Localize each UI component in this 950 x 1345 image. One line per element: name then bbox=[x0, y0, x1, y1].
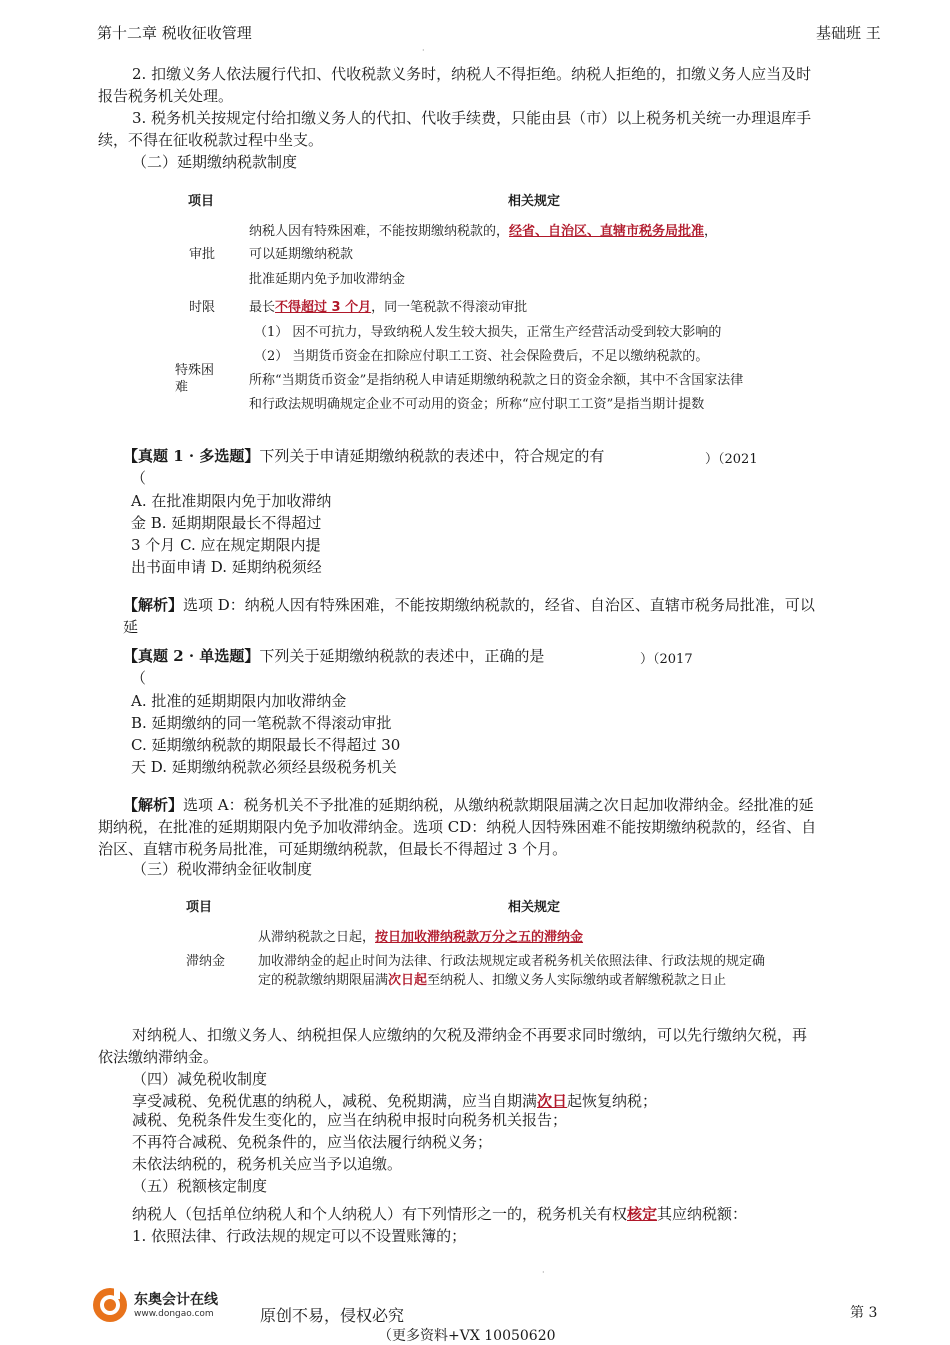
paragraph-3: 3. 税务机关按规定付给扣缴义务人的代扣、代收手续费，只能由县（市）以上税务机关统一办理退库手 bbox=[132, 109, 812, 127]
table2-col-rule: 相关规定 bbox=[508, 900, 561, 915]
approval-highlight: 经省、自治区、直辖市税务局批准 bbox=[509, 224, 705, 239]
question-2-paren: （ bbox=[131, 669, 147, 687]
question-2-option-c: C. 延期缴纳税款的期限最长不得超过 30 bbox=[131, 736, 401, 754]
table2-row-text-1: 加收滞纳金的起止时间为法律、行政法规规定或者税务机关依照法律、行政法规的规定确 bbox=[258, 954, 766, 969]
section-4-line-3: 不再符合减税、免税条件的，应当依法履行纳税义务； bbox=[132, 1133, 493, 1151]
logo-url: www.dongao.com bbox=[134, 1309, 214, 1319]
approval-text-2: ， bbox=[704, 224, 718, 239]
table1-row-approval-text bbox=[249, 220, 717, 239]
s4-line-1b: 起恢复纳税； bbox=[567, 1092, 658, 1110]
analysis-1-text: 选项 D：纳税人因有特殊困难，不能按期缴纳税款的，经省、自治区、直辖市税务局批准，可以 bbox=[183, 596, 815, 614]
question-1-option-d: 出书面申请 D. 延期纳税须经 bbox=[131, 558, 322, 576]
time-text-2: ，同一笔税款不得滚动审批 bbox=[371, 300, 528, 315]
table1-col-rule: 相关规定 bbox=[508, 194, 561, 209]
section-3-title: （三）税收滞纳金征收制度 bbox=[132, 860, 313, 878]
section-4-line-4: 未依法纳税的，税务机关应当予以追缴。 bbox=[132, 1155, 403, 1173]
question-2-tail: ）（2017 bbox=[640, 652, 693, 667]
paragraph-3-cont: 续，不得在征收税款过程中坐支。 bbox=[98, 131, 324, 149]
table2-text-2-highlight: 次日起 bbox=[388, 973, 428, 988]
footer-extra: （更多资料+VX 10050620 bbox=[378, 1328, 556, 1344]
table1-row-special-label-1: 特殊困 bbox=[175, 363, 215, 378]
section-2-title: （二）延期缴纳税款制度 bbox=[132, 153, 298, 171]
table2-text-2b: 至纳税人、扣缴义务人实际缴纳或者解缴税款之日止 bbox=[427, 973, 727, 988]
question-1-tail: ）（2021 bbox=[705, 452, 758, 467]
time-text-1: 最长 bbox=[249, 300, 276, 315]
section-5-line-1 bbox=[132, 1203, 747, 1225]
table2-row-cut bbox=[258, 926, 584, 945]
question-2-option-b: B. 延期缴纳的同一笔税款不得滚动审批 bbox=[131, 714, 392, 732]
dot-mark-2: · bbox=[542, 1268, 545, 1277]
table1-special-item-1: （1） 因不可抗力，导致纳税人发生较大损失，正常生产经营活动受到较大影响的 bbox=[254, 325, 722, 340]
question-1-analysis bbox=[123, 594, 815, 616]
question-1-paren: （ bbox=[131, 469, 147, 487]
paragraph-late-payment-cont: 依法缴纳滞纳金。 bbox=[98, 1048, 219, 1066]
footer-slogan: 原创不易，侵权必究 bbox=[260, 1306, 405, 1325]
table1-row-special-label-2: 难 bbox=[175, 380, 189, 395]
paragraph-2: 2. 扣缴义务人依法履行代扣、代收税款义务时，纳税人不得拒绝。纳税人拒绝的，扣缴义务人应当及时 bbox=[132, 65, 812, 83]
table1-approval-line3: 批准延期内免予加收滞纳金 bbox=[249, 272, 406, 287]
s4-line-1-highlight: 次日 bbox=[537, 1092, 568, 1110]
question-2-analysis-3: 治区、直辖市税务局批准，可延期缴纳税款，但最长不得超过 3 个月。 bbox=[98, 840, 568, 858]
question-2-option-d: 天 D. 延期缴纳税款必须经县级税务机关 bbox=[131, 758, 397, 776]
table2-row-label: 滞纳金 bbox=[186, 954, 226, 969]
class-header: 基础班 王 bbox=[816, 24, 881, 42]
s4-line-1a: 享受减税、免税优惠的纳税人，减税、免税期满，应当自期满 bbox=[132, 1092, 538, 1110]
table1-col-item: 项目 bbox=[188, 194, 215, 209]
page-number: 第 3 bbox=[850, 1305, 878, 1321]
table1-special-note-2: 和行政法规明确规定企业不可动用的资金；所称“应付职工工资”是指当期计提数 bbox=[249, 397, 705, 412]
question-1-title bbox=[123, 445, 604, 467]
question-2-analysis-2: 期纳税，在批准的延期期限内免予加收滞纳金。选项 CD：纳税人因特殊困难不能按期缴纳税款的，经省、自 bbox=[98, 818, 817, 836]
table1-row-time-text bbox=[249, 296, 528, 315]
question-2-stem: 下列关于延期缴纳税款的表述中，正确的是 bbox=[259, 647, 545, 665]
paragraph-2-cont: 报告税务机关处理。 bbox=[98, 87, 234, 105]
time-highlight: 不得超过 3 个月 bbox=[275, 300, 372, 315]
s5-line-1b: 其应纳税额： bbox=[657, 1205, 748, 1223]
table2-text-2a: 定的税款缴纳期限届满 bbox=[258, 973, 389, 988]
table1-approval-line2: 可以延期缴纳税款 bbox=[249, 247, 354, 262]
logo-name: 东奥会计在线 bbox=[134, 1292, 218, 1308]
question-1-analysis-cut: 延 bbox=[123, 618, 139, 636]
analysis-2-label: 【解析】 bbox=[123, 796, 184, 814]
table2-col-item: 项目 bbox=[186, 900, 213, 915]
table1-special-note-1: 所称“当期货币资金”是指纳税人申请延期缴纳税款之日的资金余额，其中不含国家法律 bbox=[249, 373, 744, 388]
table2-cut-highlight: 按日加收滞纳税款万分之五的滞纳金 bbox=[375, 930, 584, 945]
approval-text-1: 纳税人因有特殊困难，不能按期缴纳税款的， bbox=[249, 224, 510, 239]
question-2-analysis-1 bbox=[123, 794, 814, 816]
question-1-label: 【真题 1 · 多选题】 bbox=[123, 447, 260, 465]
question-1-option-a: A. 在批准期限内免于加收滞纳 bbox=[131, 492, 332, 510]
s5-line-1a: 纳税人（包括单位纳税人和个人纳税人）有下列情形之一的，税务机关有权 bbox=[132, 1205, 628, 1223]
section-5-line-2: 1. 依照法律、行政法规的规定可以不设置账簿的； bbox=[132, 1227, 467, 1245]
chapter-header: 第十二章 税收征收管理 bbox=[97, 24, 252, 42]
dongao-logo bbox=[90, 1283, 240, 1328]
section-4-title: （四）减免税收制度 bbox=[132, 1070, 268, 1088]
table2-row-text-2 bbox=[258, 969, 726, 988]
table1-row-time-label: 时限 bbox=[189, 300, 216, 315]
s5-line-1-highlight: 核定 bbox=[627, 1205, 658, 1223]
question-1-stem: 下列关于申请延期缴纳税款的表述中，符合规定的有 bbox=[259, 447, 605, 465]
analysis-2-text-1: 选项 A：税务机关不予批准的延期纳税，从缴纳税款期限届满之次日起加收滞纳金。经批准的延 bbox=[183, 796, 814, 814]
section-5-title: （五）税额核定制度 bbox=[132, 1177, 268, 1195]
question-1-option-c: 3 个月 C. 应在规定期限内提 bbox=[131, 536, 321, 554]
section-4-line-2: 减税、免税条件发生变化的，应当在纳税申报时向税务机关报告； bbox=[132, 1111, 568, 1129]
question-2-title bbox=[123, 645, 544, 667]
paragraph-late-payment: 对纳税人、扣缴义务人、纳税担保人应缴纳的欠税及滞纳金不再要求同时缴纳，可以先行缴纳欠税，再 bbox=[132, 1026, 808, 1044]
logo-icon bbox=[90, 1285, 130, 1325]
question-2-label: 【真题 2 · 单选题】 bbox=[123, 647, 260, 665]
question-1-option-b: 金 B. 延期期限最长不得超过 bbox=[131, 514, 322, 532]
dot-mark: · bbox=[422, 46, 425, 55]
analysis-1-label: 【解析】 bbox=[123, 596, 184, 614]
table1-special-item-2: （2） 当期货币资金在扣除应付职工工资、社会保险费后，不足以缴纳税款的。 bbox=[254, 349, 709, 364]
table1-row-approval-label: 审批 bbox=[189, 247, 216, 262]
question-2-option-a: A. 批准的延期期限内加收滞纳金 bbox=[131, 692, 347, 710]
table2-cut-text: 从滞纳税款之日起， bbox=[258, 930, 376, 945]
